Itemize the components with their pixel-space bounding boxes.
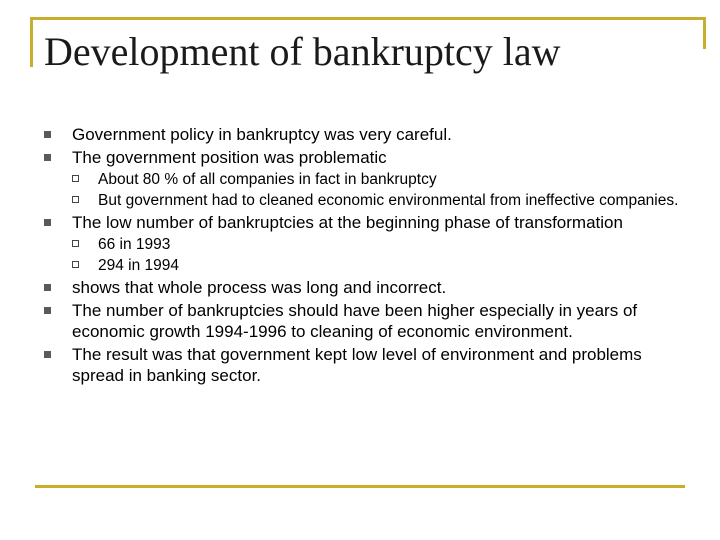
sub-bullet-text: About 80 % of all companies in fact in bankruptcy (98, 171, 437, 188)
bullet-text: shows that whole process was long and incorrect. (72, 278, 447, 297)
bullet-text: The number of bankruptcies should have been higher especially in years of economic growth 1994-1996 to cleaning of economic environment. (72, 301, 638, 341)
hollow-box-bullet-icon (72, 175, 79, 182)
frame-right-rule (703, 17, 706, 49)
sub-bullet-text: 66 in 1993 (98, 236, 171, 253)
square-bullet-icon (44, 219, 51, 226)
bullet-text: Government policy in bankruptcy was very careful. (72, 125, 452, 144)
hollow-box-bullet-icon (72, 240, 79, 247)
sub-bullet-item (44, 191, 684, 210)
sub-bullet-text: But government had to cleaned economic environmental from ineffective companies. (98, 192, 679, 209)
frame-top-rule (30, 17, 705, 20)
frame-left-rule (30, 17, 33, 67)
hollow-box-bullet-icon (72, 196, 79, 203)
bullet-item (44, 300, 684, 342)
bullet-list (44, 124, 684, 388)
bullet-text: The result was that government kept low level of environment and problems spread in banking sector. (72, 345, 642, 385)
bullet-text: The low number of bankruptcies at the beginning phase of transformation (72, 213, 623, 232)
sub-bullet-item (44, 235, 684, 254)
square-bullet-icon (44, 284, 51, 291)
sub-bullet-item (44, 256, 684, 275)
sub-bullet-text: 294 in 1994 (98, 257, 180, 274)
bullet-item (44, 147, 684, 168)
sub-bullet-item (44, 170, 684, 189)
square-bullet-icon (44, 154, 51, 161)
frame-bottom-rule (35, 485, 685, 488)
square-bullet-icon (44, 351, 51, 358)
bullet-item (44, 344, 684, 386)
slide-title: Development of bankruptcy law (44, 29, 561, 74)
bullet-item (44, 212, 684, 233)
square-bullet-icon (44, 307, 51, 314)
bullet-item (44, 277, 684, 298)
hollow-box-bullet-icon (72, 261, 79, 268)
bullet-text: The government position was problematic (72, 148, 387, 167)
bullet-item (44, 124, 684, 145)
square-bullet-icon (44, 131, 51, 138)
